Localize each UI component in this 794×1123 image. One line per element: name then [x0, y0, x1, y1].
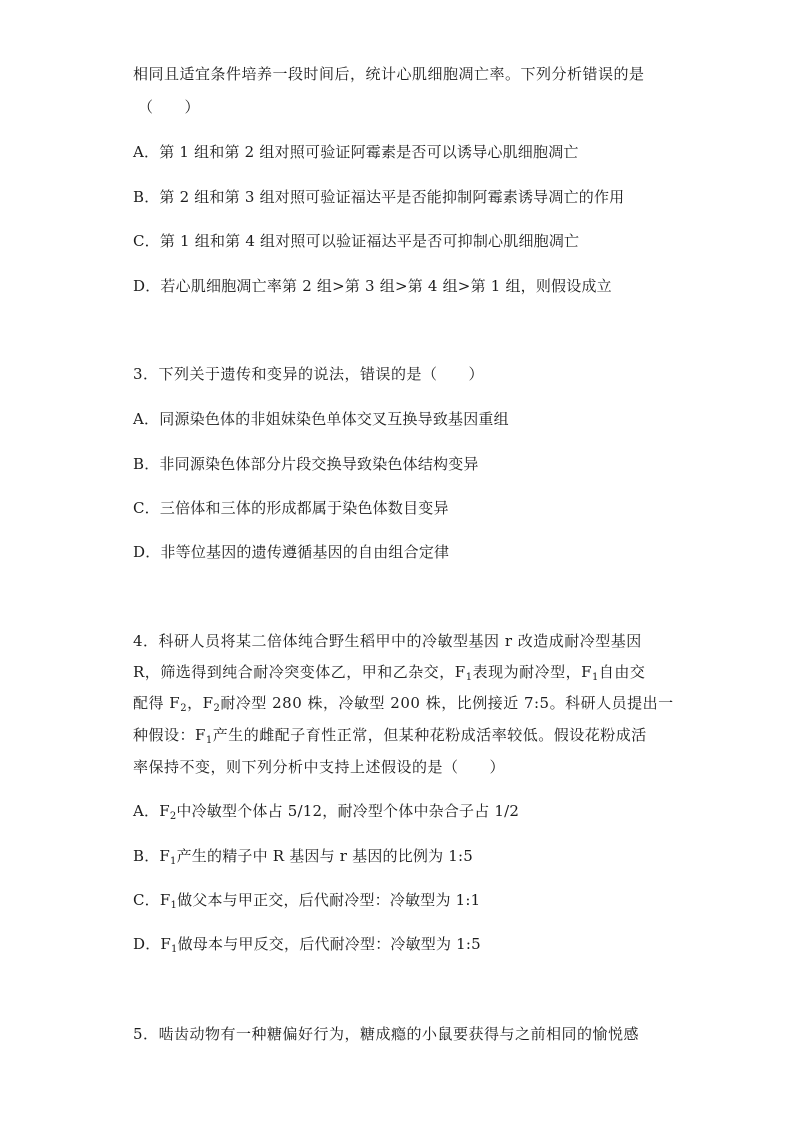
q4-stem-line-2-text-a: R，筛选得到纯合耐冷突变体乙，甲和乙杂交，F [133, 663, 466, 681]
q4-option-d-prefix: D．F [133, 935, 172, 953]
q4-option-d-text: 做母本与甲反交，后代耐冷型：冷敏型为 1:5 [177, 935, 481, 953]
f1-subscript: 1 [171, 944, 178, 955]
q3-option-c: C．三倍体和三体的形成都属于染色体数目变异 [133, 499, 449, 517]
q2-stem-line-1: 相同且适宜条件培养一段时间后，统计心肌细胞凋亡率。下列分析错误的是 [133, 65, 645, 83]
q3-stem: 3．下列关于遗传和变异的说法，错误的是（ ） [133, 365, 485, 383]
q4-stem-line-4 [133, 725, 647, 745]
q4-stem-line-4-text-b: 产生的雌配子育性正常，但某种花粉成活率较低。假设花粉成活 [212, 726, 647, 744]
q4-option-b-text: 产生的精子中 R 基因与 r 基因的比例为 1:5 [176, 847, 474, 865]
f2-subscript: 2 [213, 703, 221, 714]
q2-stem-line-2: （ ） [138, 98, 201, 116]
f1-subscript: 1 [170, 900, 178, 911]
q4-stem-line-2-text-c: 自由交 [598, 663, 646, 681]
q2-option-c: C．第 1 组和第 4 组对照可以验证福达平是否可抑制心肌细胞凋亡 [133, 232, 580, 250]
q3-option-d: D．非等位基因的遗传遵循基因的自由组合定律 [133, 543, 450, 561]
q4-stem-line-3-text-a: 配得 F [133, 694, 181, 712]
f1-subscript: 1 [205, 735, 213, 746]
q4-stem-line-3-text-c: 耐冷型 280 株，冷敏型 200 株，比例接近 7:5。科研人员提出一 [220, 694, 674, 712]
q4-stem-line-2 [133, 662, 645, 682]
q4-option-c-text: 做父本与甲正交，后代耐冷型：冷敏型为 1:1 [177, 891, 481, 909]
q4-stem-line-4-text-a: 种假设：F [133, 726, 206, 744]
q2-option-d: D．若心肌细胞凋亡率第 2 组>第 3 组>第 4 组>第 1 组，则假设成立 [133, 277, 612, 295]
q4-option-a-prefix: A．F [133, 802, 170, 820]
q5-stem: 5．啮齿动物有一种糖偏好行为，糖成瘾的小鼠要获得与之前相同的愉悦感 [133, 1025, 640, 1043]
q2-option-a: A．第 1 组和第 2 组对照可验证阿霉素是否可以诱导心肌细胞凋亡 [133, 143, 579, 161]
q3-option-a: A．同源染色体的非姐妹染色单体交叉互换导致基因重组 [133, 410, 509, 428]
q4-stem-line-1: 4．科研人员将某二倍体纯合野生稻甲中的冷敏型基因 r 改造成耐冷型基因 [133, 632, 642, 650]
q4-option-d [133, 934, 481, 954]
f1-subscript: 1 [592, 672, 599, 683]
f1-subscript: 1 [170, 856, 177, 867]
q4-option-a [133, 801, 519, 821]
f2-subscript: 2 [180, 703, 188, 714]
q3-option-b: B．非同源染色体部分片段交换导致染色体结构变异 [133, 455, 479, 473]
q4-option-a-text: 中冷敏型个体占 5/12，耐冷型个体中杂合子占 1/2 [176, 802, 520, 820]
f1-subscript: 1 [465, 672, 473, 683]
q4-stem-line-2-text-b: 表现为耐冷型，F [472, 663, 593, 681]
q4-stem-line-3-text-b: ，F [187, 694, 214, 712]
q4-option-c [133, 890, 480, 910]
q4-stem-line-5: 率保持不变，则下列分析中支持上述假设的是（ ） [133, 758, 506, 776]
q4-option-b [133, 846, 473, 866]
f2-subscript: 2 [169, 811, 177, 822]
q4-option-c-prefix: C．F [133, 891, 171, 909]
q2-option-b: B．第 2 组和第 3 组对照可验证福达平是否能抑制阿霉素诱导凋亡的作用 [133, 188, 625, 206]
q4-stem-line-3 [133, 693, 674, 713]
q4-option-b-prefix: B．F [133, 847, 171, 865]
